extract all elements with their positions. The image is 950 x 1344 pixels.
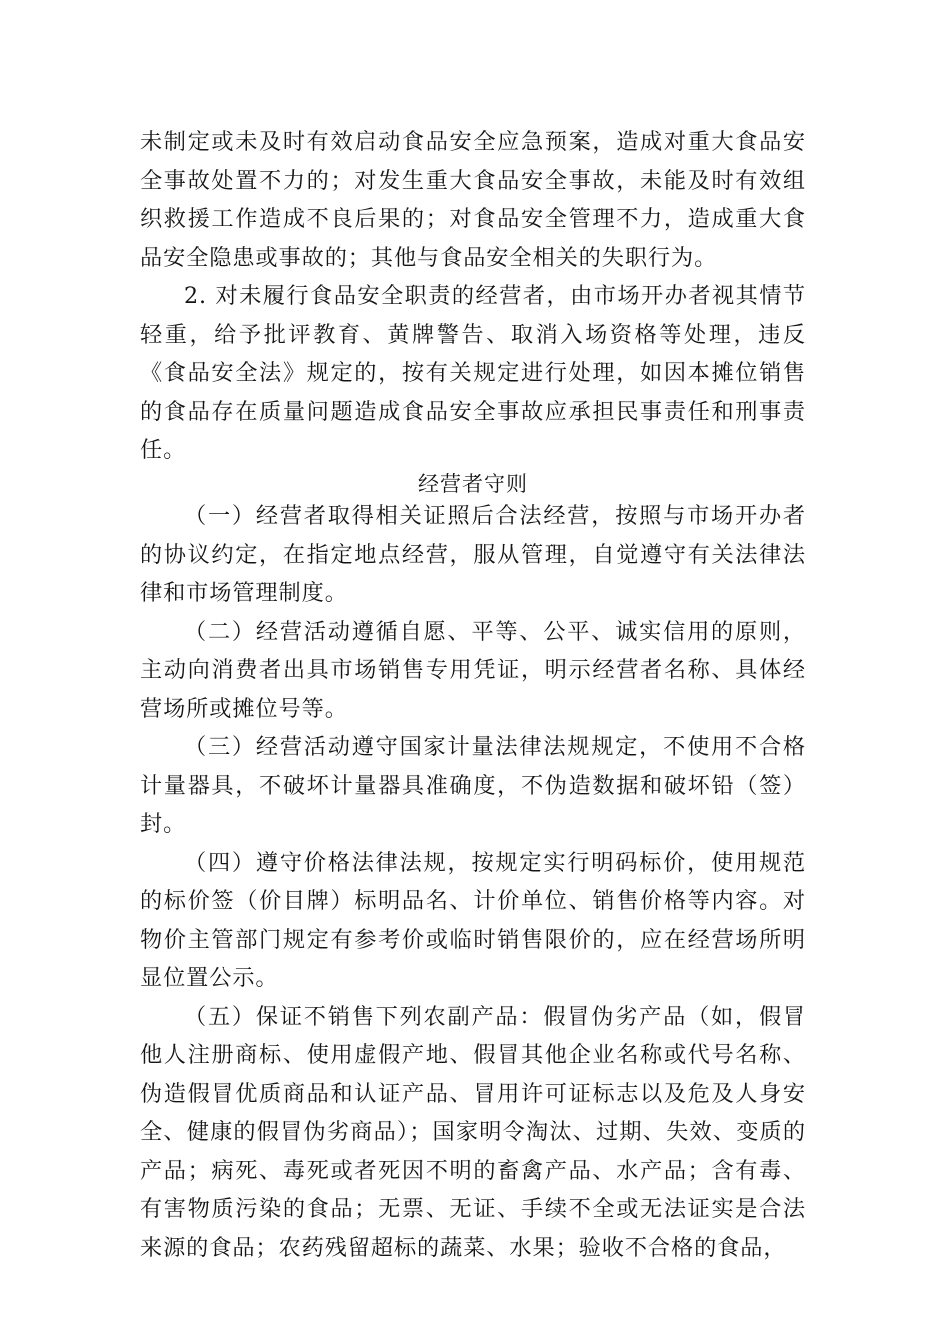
paragraph-continued: 未制定或未及时有效启动食品安全应急预案，造成对重大食品安全事故处置不力的；对发生重大食品安全事故，未能及时有效组织救援工作造成不良后果的；对食品安全管理不力，造成重大食品安全隐患或事故的；其他与食品安全相关的失职行为。 [140,129,806,271]
body-text-top [140,123,806,470]
rules-list [140,497,806,1267]
rule-item-1: （一）经营者取得相关证照后合法经营，按照与市场开办者的协议约定，在指定地点经营，服从管理，自觉遵守有关法律法律和市场管理制度。 [140,503,806,606]
rule-item-2: （二）经营活动遵循自愿、平等、公平、诚实信用的原则，主动向消费者出具市场销售专用凭证，明示经营者名称、具体经营场所或摊位号等。 [140,618,806,722]
rule-item-5: （五）保证不销售下列农副产品：假冒伪劣产品（如，假冒他人注册商标、使用虚假产地、假冒其他企业名称或代号名称、伪造假冒优质商品和认证产品、冒用许可证标志以及危及人身安全、健康的假冒伪劣商品）；国家明令淘汰、过期、失效、变质的产品；病死、毒死或者死因不明的畜禽产品、水产品；含有毒、有害物质污染的食品；无票、无证、手续不全或无法证实是合法来源的食品；农药残留超标的蔬菜、水果；验收不合格的食品， [140,1003,806,1261]
rule-item-4: （四）遵守价格法律法规，按规定实行明码标价，使用规范的标价签（价目牌）标明品名、计价单位、销售价格等内容。对物价主管部门规定有参考价或临时销售限价的，应在经营场所明显位置公示。 [140,849,806,991]
paragraph-item-2: 2. 对未履行食品安全职责的经营者，由市场开办者视其情节轻重，给予批评教育、黄牌警告、取消入场资格等处理，违反《食品安全法》规定的，按有关规定进行处理，如因本摊位销售的食品存在质量问题造成食品安全事故应承担民事责任和刑事责任。 [140,283,806,463]
rule-item-3: （三）经营活动遵守国家计量法律法规规定，不使用不合格计量器具，不破坏计量器具准确度，不伪造数据和破坏铅（签）封。 [140,734,806,837]
section-title: 经营者守则 [418,472,528,496]
